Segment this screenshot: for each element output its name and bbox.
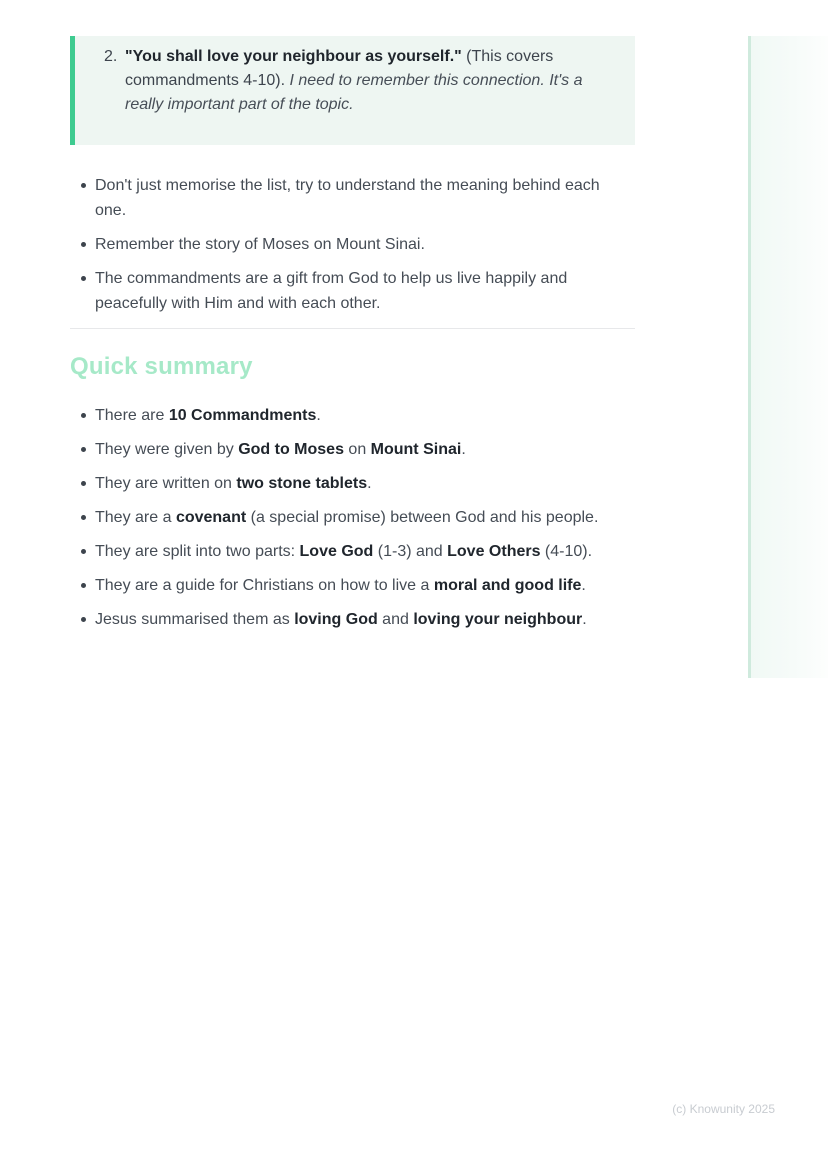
- list-item-text: They were given by: [95, 441, 239, 458]
- list-item: [70, 505, 635, 530]
- bullet-icon: [81, 481, 86, 486]
- list-item: [70, 539, 635, 564]
- section-heading: Quick summary: [70, 353, 253, 380]
- list-item-text: The commandments are a gift from God to help us live happily and peacefully with Him and with each other.: [95, 270, 568, 312]
- page-edge-accent: [748, 36, 828, 678]
- list-item-text: (1-3) and: [373, 543, 448, 560]
- list-item-number: 2.: [104, 48, 118, 65]
- list-item-text: They are a: [95, 509, 176, 526]
- summary-list: [70, 403, 635, 632]
- list-item: [70, 573, 635, 598]
- bullet-icon: [81, 242, 86, 247]
- section-divider: [70, 328, 635, 329]
- bullet-icon: [81, 583, 86, 588]
- list-item-text: Remember the story of Moses on Mount Sinai.: [95, 236, 425, 253]
- list-item-text: 10 Commandments: [168, 407, 317, 424]
- list-item-text: God to Moses: [238, 441, 344, 458]
- list-item-text: (a special promise) between God and his people.: [246, 509, 599, 526]
- list-item-text: and: [377, 611, 414, 628]
- list-item-text: moral and good life: [433, 577, 582, 594]
- list-item-text: .: [367, 475, 372, 492]
- list-item-text: (4-10).: [540, 543, 593, 560]
- note-callout: [70, 36, 635, 145]
- numbered-list-item: [104, 45, 615, 117]
- quote-text: "You shall love your neighbour as yourself.": [125, 48, 462, 65]
- bullet-icon: [81, 447, 86, 452]
- list-item: [70, 403, 635, 428]
- list-item-text: They are split into two parts:: [95, 543, 300, 560]
- list-item-text: two stone tablets: [236, 475, 368, 492]
- bullet-icon: [81, 413, 86, 418]
- copyright-notice: (c) Knowunity 2025: [672, 1102, 775, 1116]
- bullet-icon: [81, 276, 86, 281]
- note-callout-body: [104, 45, 615, 117]
- list-item-text: loving your neighbour: [413, 611, 583, 628]
- personal-note-text: I need to remember this connection. It's a really important part of the topic.: [125, 72, 583, 113]
- bullet-icon: [81, 617, 86, 622]
- note-text: (This covers commandments 4-10).: [125, 48, 554, 89]
- list-item-text: covenant: [175, 509, 247, 526]
- list-item-text: on: [343, 441, 371, 458]
- list-item-text: Love God: [299, 543, 374, 560]
- bullet-icon: [81, 183, 86, 188]
- list-item-text: Jesus summarised them as: [95, 611, 295, 628]
- list-item-text: .: [581, 577, 586, 594]
- list-item: [70, 471, 635, 496]
- list-item-text: They are written on: [95, 475, 237, 492]
- list-item-text: .: [582, 611, 587, 628]
- list-item-text: They are a guide for Christians on how to live a: [95, 577, 434, 594]
- list-item: [70, 173, 635, 223]
- bullet-icon: [81, 549, 86, 554]
- list-item-text: Don't just memorise the list, try to understand the meaning behind each one.: [95, 177, 600, 219]
- list-item-text: There are: [95, 407, 169, 424]
- tips-list: [70, 173, 635, 316]
- list-item-text: .: [461, 441, 466, 458]
- list-item-text: loving God: [294, 611, 378, 628]
- list-item-text: .: [316, 407, 321, 424]
- bullet-icon: [81, 515, 86, 520]
- list-item: [70, 607, 635, 632]
- list-item-text: Love Others: [447, 543, 541, 560]
- list-item: [70, 437, 635, 462]
- list-item-text: Mount Sinai: [370, 441, 462, 458]
- list-item: [70, 232, 635, 257]
- document-content: [70, 36, 635, 641]
- list-item: [70, 266, 635, 316]
